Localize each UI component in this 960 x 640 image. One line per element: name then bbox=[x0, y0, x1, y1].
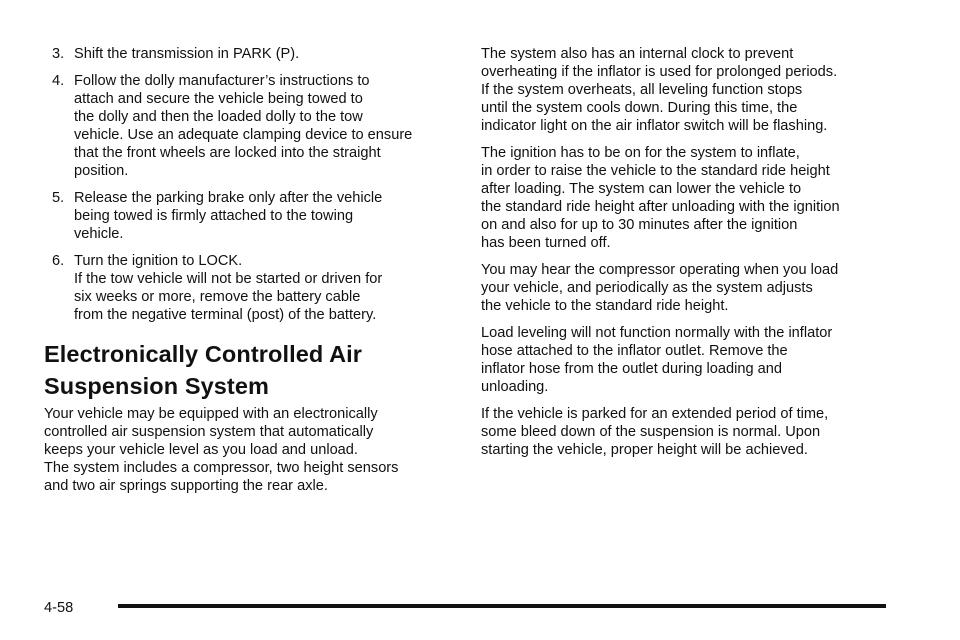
paragraph-internal-clock: The system also has an internal clock to prevent overheating if the inflator is used for prolonged periods. If the system overheats, all leveling function stops until the system cools down. During this time, the indicator light on the air inflator switch will be flashing. bbox=[481, 46, 838, 134]
paragraph-inflator-hose: Load leveling will not function normally with the inflator hose attached to the inflator outlet. Remove the inflator hose from the outlet during loading and unloading. bbox=[481, 325, 833, 395]
step-text: Shift the transmission in PARK (P). bbox=[74, 46, 300, 62]
step-text: Release the parking brake only after the vehicle being towed is firmly attached to the towing vehicle. bbox=[74, 190, 383, 242]
step-number: 5. bbox=[52, 190, 65, 206]
footer-rule bbox=[118, 604, 886, 608]
paragraph-compressor: You may hear the compressor operating when you load your vehicle, and periodically as the system adjusts the vehicle to the standard ride height. bbox=[481, 262, 839, 314]
step-number: 3. bbox=[52, 46, 65, 62]
battery-note: If the tow vehicle will not be started or driven for six weeks or more, remove the battery cable from the negative terminal (post) of the battery. bbox=[74, 271, 383, 323]
suspension-intro-paragraph: Your vehicle may be equipped with an electronically controlled air suspension system that automatically keeps your vehicle level as you load and unload. The system includes a compressor, two height sensors and two air springs supporting the rear axle. bbox=[44, 406, 399, 494]
step-text: Follow the dolly manufacturer’s instructions to attach and secure the vehicle being towed to the dolly and then the loaded dolly to the tow vehicle. Use an adequate clamping device to ensure that the front wheels are locked into the straight position. bbox=[74, 73, 413, 179]
step-number: 6. bbox=[52, 253, 65, 269]
section-heading: Electronically Controlled Air Suspension System bbox=[44, 341, 363, 399]
paragraph-ignition: The ignition has to be on for the system to inflate, in order to raise the vehicle to the standard ride height after loading. The system can lower the vehicle to the standard ride height after unloading with the ignition on and also for up to 30 minutes after the ignition has been turned off. bbox=[481, 145, 840, 251]
paragraph-bleed-down: If the vehicle is parked for an extended period of time, some bleed down of the suspension is normal. Upon starting the vehicle, proper height will be achieved. bbox=[481, 406, 829, 458]
page-number: 4-58 bbox=[44, 600, 74, 616]
step-text: Turn the ignition to LOCK. bbox=[74, 253, 243, 269]
step-number: 4. bbox=[52, 73, 65, 89]
